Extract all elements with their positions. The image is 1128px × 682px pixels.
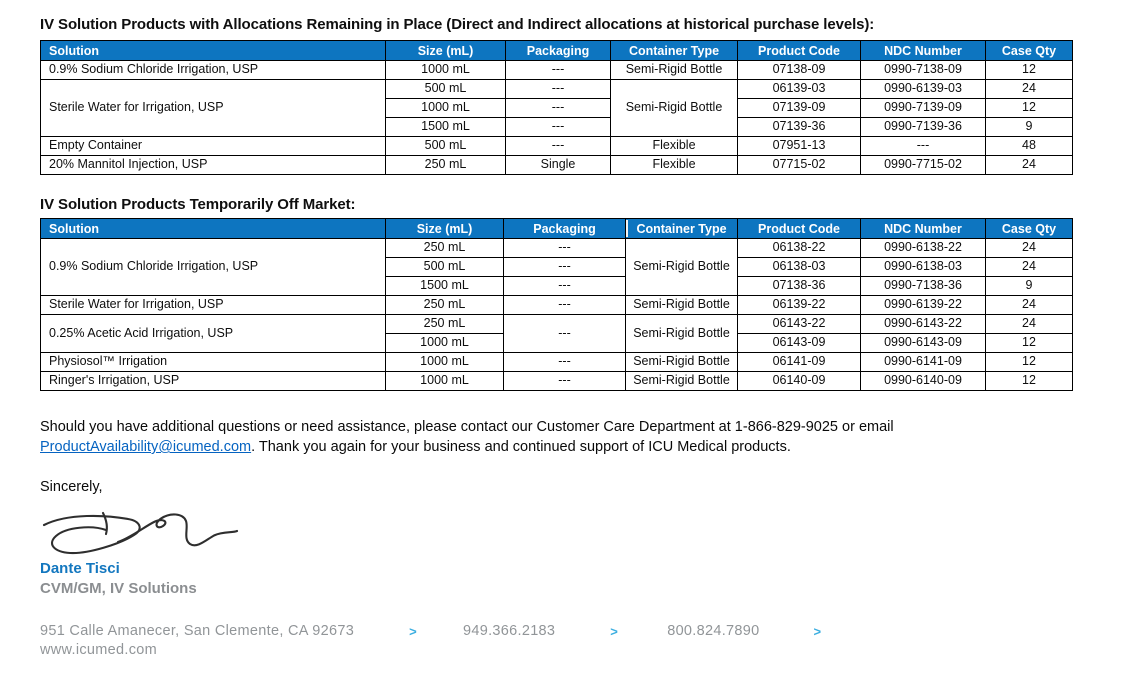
cell-case-qty: 24	[986, 156, 1073, 175]
cell-solution: Sterile Water for Irrigation, USP	[41, 296, 386, 315]
cell-product-code: 06138-03	[738, 258, 861, 277]
cell-size: 250 mL	[386, 156, 506, 175]
column-header-packaging: Packaging	[506, 41, 611, 61]
cell-size: 1000 mL	[386, 353, 504, 372]
salutation: Sincerely,	[40, 479, 103, 495]
footer	[40, 623, 1128, 658]
column-header-ndc-number: NDC Number	[861, 219, 986, 239]
cell-ndc-number: 0990-6139-22	[861, 296, 986, 315]
footer-contact-row	[40, 623, 1128, 639]
cell-container-type: Flexible	[611, 137, 738, 156]
table-row	[41, 296, 1073, 315]
cell-case-qty: 48	[986, 137, 1073, 156]
column-header-container-type-label: Container Type	[636, 221, 727, 236]
cell-size: 250 mL	[386, 315, 504, 334]
closing-line2: . Thank you again for your business and continued support of ICU Medical products.	[251, 439, 791, 455]
signature-image	[40, 503, 1128, 555]
cell-ndc-number: 0990-7139-09	[861, 99, 986, 118]
cell-ndc-number: 0990-7138-09	[861, 61, 986, 80]
cell-case-qty: 12	[986, 99, 1073, 118]
column-header-size: Size (mL)	[386, 219, 504, 239]
cell-product-code: 06143-22	[738, 315, 861, 334]
cell-container-type: Semi-Rigid Bottle	[626, 372, 738, 391]
cell-size: 1500 mL	[386, 118, 506, 137]
cell-size: 500 mL	[386, 258, 504, 277]
cell-case-qty: 9	[986, 118, 1073, 137]
header-row	[41, 41, 1073, 61]
cell-container-type: Semi-Rigid Bottle	[626, 239, 738, 296]
cell-product-code: 06139-22	[738, 296, 861, 315]
column-header-case-qty: Case Qty	[986, 219, 1073, 239]
cell-solution: 0.25% Acetic Acid Irrigation, USP	[41, 315, 386, 353]
closing-paragraph	[40, 417, 1008, 457]
cell-case-qty: 24	[986, 80, 1073, 99]
cell-case-qty: 24	[986, 258, 1073, 277]
column-header-container-type: Container Type	[611, 41, 738, 61]
cell-container-type: Semi-Rigid Bottle	[626, 296, 738, 315]
cell-case-qty: 12	[986, 353, 1073, 372]
cell-packaging: ---	[504, 315, 626, 353]
cell-product-code: 07139-09	[738, 99, 861, 118]
cell-packaging: ---	[506, 61, 611, 80]
text-cursor-artifact	[626, 220, 628, 237]
column-header-size: Size (mL)	[386, 41, 506, 61]
footer-website: www.icumed.com	[40, 642, 158, 658]
cell-packaging: ---	[504, 258, 626, 277]
cell-packaging: ---	[504, 296, 626, 315]
cell-container-type: Flexible	[611, 156, 738, 175]
cell-size: 1000 mL	[386, 372, 504, 391]
column-header-ndc-number: NDC Number	[861, 41, 986, 61]
cell-case-qty: 12	[986, 334, 1073, 353]
cell-product-code: 07138-36	[738, 277, 861, 296]
cell-case-qty: 12	[986, 372, 1073, 391]
cell-ndc-number: 0990-6141-09	[861, 353, 986, 372]
cell-ndc-number: 0990-6138-03	[861, 258, 986, 277]
cell-packaging: Single	[506, 156, 611, 175]
cell-packaging: ---	[506, 99, 611, 118]
table-row	[41, 61, 1073, 80]
handwritten-signature-icon	[40, 503, 240, 561]
cell-container-type: Semi-Rigid Bottle	[611, 61, 738, 80]
cell-size: 500 mL	[386, 137, 506, 156]
footer-address: 951 Calle Amanecer, San Clemente, CA 92673	[40, 623, 355, 639]
cell-case-qty: 12	[986, 61, 1073, 80]
cell-solution: 20% Mannitol Injection, USP	[41, 156, 386, 175]
chevron-right-icon: >	[409, 623, 417, 639]
cell-packaging: ---	[504, 353, 626, 372]
allocations-table	[40, 40, 1073, 175]
column-header-solution: Solution	[41, 219, 386, 239]
column-header-case-qty: Case Qty	[986, 41, 1073, 61]
email-link[interactable]: ProductAvailability@icumed.com	[40, 439, 252, 455]
cell-product-code: 07139-36	[738, 118, 861, 137]
off-market-table	[40, 218, 1073, 391]
cell-product-code: 06139-03	[738, 80, 861, 99]
column-header-container-type	[626, 219, 738, 239]
cell-size: 1500 mL	[386, 277, 504, 296]
cell-size: 1000 mL	[386, 99, 506, 118]
cell-case-qty: 24	[986, 296, 1073, 315]
cell-size: 1000 mL	[386, 61, 506, 80]
allocations-section-title: IV Solution Products with Allocations Remaining in Place (Direct and Indirect allocations at historical purchase levels):	[40, 16, 875, 33]
cell-ndc-number: 0990-6140-09	[861, 372, 986, 391]
cell-size: 500 mL	[386, 80, 506, 99]
cell-product-code: 06141-09	[738, 353, 861, 372]
table-row	[41, 239, 1073, 258]
chevron-right-icon: >	[813, 623, 822, 639]
header-row	[41, 219, 1073, 239]
off-market-section-title: IV Solution Products Temporarily Off Market:	[40, 196, 356, 213]
cell-solution: Physiosol™ Irrigation	[41, 353, 386, 372]
column-header-solution: Solution	[41, 41, 386, 61]
cell-ndc-number: 0990-6143-22	[861, 315, 986, 334]
cell-ndc-number: 0990-6138-22	[861, 239, 986, 258]
cell-packaging: ---	[506, 80, 611, 99]
cell-product-code: 07138-09	[738, 61, 861, 80]
cell-product-code: 06138-22	[738, 239, 861, 258]
column-header-product-code: Product Code	[738, 219, 861, 239]
cell-packaging: ---	[504, 372, 626, 391]
column-header-product-code: Product Code	[738, 41, 861, 61]
cell-size: 250 mL	[386, 296, 504, 315]
cell-ndc-number: 0990-7715-02	[861, 156, 986, 175]
cell-container-type: Semi-Rigid Bottle	[626, 315, 738, 353]
cell-product-code: 07951-13	[738, 137, 861, 156]
cell-packaging: ---	[504, 239, 626, 258]
signer-title: CVM/GM, IV Solutions	[40, 580, 197, 597]
cell-container-type: Semi-Rigid Bottle	[611, 80, 738, 137]
cell-ndc-number: 0990-7139-36	[861, 118, 986, 137]
cell-solution: Sterile Water for Irrigation, USP	[41, 80, 386, 137]
cell-solution: 0.9% Sodium Chloride Irrigation, USP	[41, 61, 386, 80]
table-row	[41, 372, 1073, 391]
cell-solution: Ringer's Irrigation, USP	[41, 372, 386, 391]
footer-phone-2: 800.824.7890	[667, 623, 760, 639]
table-row	[41, 137, 1073, 156]
cell-solution: Empty Container	[41, 137, 386, 156]
footer-phone-1: 949.366.2183	[462, 623, 556, 639]
cell-ndc-number: 0990-6143-09	[861, 334, 986, 353]
cell-packaging: ---	[504, 277, 626, 296]
cell-size: 1000 mL	[386, 334, 504, 353]
table-row	[41, 156, 1073, 175]
table-row	[41, 315, 1073, 334]
cell-product-code: 07715-02	[738, 156, 861, 175]
closing-line1: Should you have additional questions or need assistance, please contact our Customer Care Department at 1-866-829-9025 or email	[40, 419, 894, 435]
cell-case-qty: 9	[986, 277, 1073, 296]
cell-container-type: Semi-Rigid Bottle	[626, 353, 738, 372]
table-row	[41, 353, 1073, 372]
cell-ndc-number: 0990-7138-36	[861, 277, 986, 296]
cell-packaging: ---	[506, 118, 611, 137]
chevron-right-icon: >	[610, 623, 619, 639]
cell-product-code: 06143-09	[738, 334, 861, 353]
signer-name: Dante Tisci	[40, 560, 120, 577]
cell-size: 250 mL	[386, 239, 504, 258]
cell-packaging: ---	[506, 137, 611, 156]
cell-ndc-number: 0990-6139-03	[861, 80, 986, 99]
cell-case-qty: 24	[986, 239, 1073, 258]
cell-ndc-number: ---	[861, 137, 986, 156]
cell-case-qty: 24	[986, 315, 1073, 334]
table-row	[41, 80, 1073, 99]
column-header-packaging: Packaging	[504, 219, 626, 239]
cell-solution: 0.9% Sodium Chloride Irrigation, USP	[41, 239, 386, 296]
cell-product-code: 06140-09	[738, 372, 861, 391]
